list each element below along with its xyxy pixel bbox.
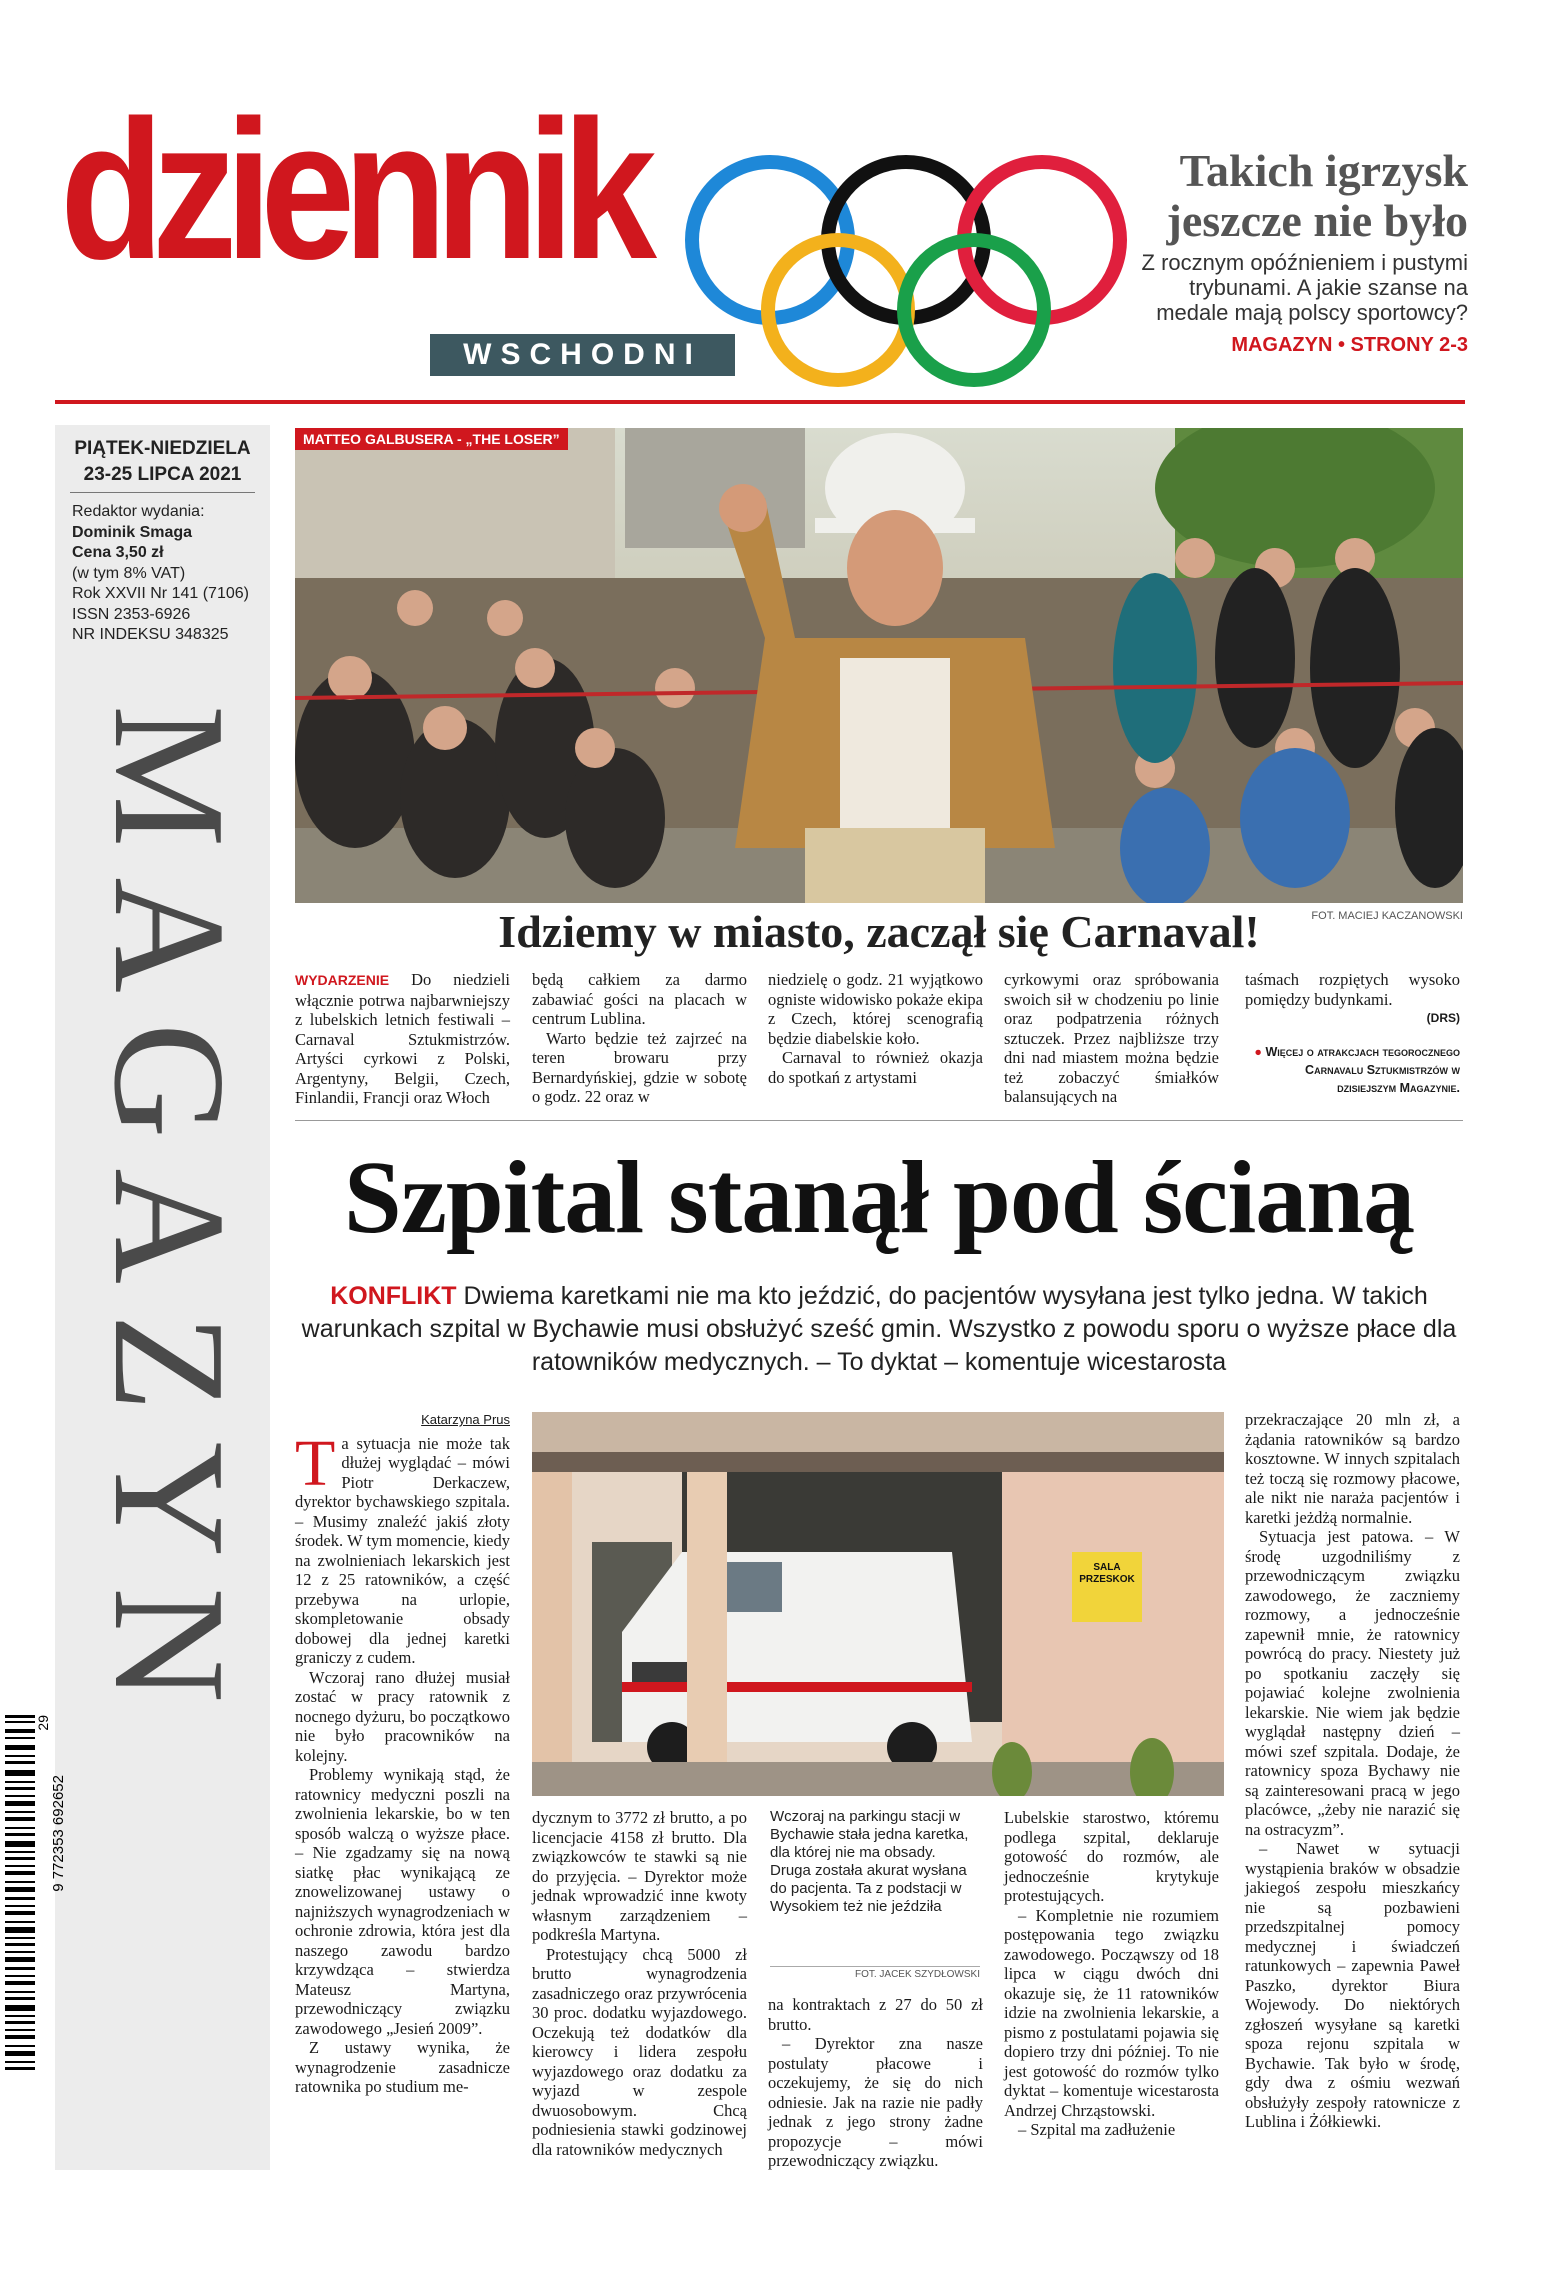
main-col1-p2: Wczoraj rano dłużej musiał zostać w pracy ratownik z nocnego dyżuru, bo początkowo nie było pracowników na kolejny. xyxy=(295,1667,510,1765)
masthead-logo-subtitle: WSCHODNI xyxy=(430,334,735,376)
main-story-col4 xyxy=(1004,1808,1219,2140)
main-col2-p1: dycznym to 3772 zł brutto, a po licencjacie 4158 zł brutto. Dla związkowców te stawki są nie do przyjęcia. – Dyrektor może jednak wprowadzić inne kwoty własnym zarządzeniem – podkreśla Martyna. xyxy=(532,1808,747,1944)
main-col1-p1: a sytuacja nie może tak dłużej wyglądać – mówi Piotr Derkaczew, dyrektor bychawskiego szpitala. – Musimy znaleźć jakiś złoty środek. W tym momencie, kiedy na zwolnieniach lekarskich jest 12 z 25 ratowników, a część przebywa na urlopie, skompletowanie obsady dobowej dla jednej karetki graniczy z cudem. xyxy=(295,1433,510,1667)
olympic-rings-graphic xyxy=(670,140,1140,390)
promo-text: Z rocznym opóźnieniem i pustymi trybunami. A jakie szanse na medale mają polscy sportowcy? xyxy=(1141,250,1468,325)
top-story-col3-p1: niedzielę o godz. 21 wyjątkowo ogniste widowisko pokaże ekipa z Czech, której scenografią będzie diabelskie koło. xyxy=(768,970,983,1048)
top-story-headline: Idziemy w miasto, zaczął się Carnaval! xyxy=(498,906,1260,957)
edition-info xyxy=(72,502,249,646)
barcode-bars xyxy=(5,1715,50,2085)
main-col4-p1: Lubelskie starostwo, któremu podlega szpital, deklaruje gotowość do rozmów, ale jednocześnie krytykuje protestujących. xyxy=(1004,1808,1219,1905)
barcode xyxy=(5,1715,50,2085)
top-story-col2-p2: Warto będzie też zajrzeć na teren browaru przy Bernardyńskiej, gdzie w sobotę o godz. 22 oraz w xyxy=(532,1028,747,1106)
top-story-signature: (DRS) xyxy=(1426,1011,1460,1025)
main-col2-p2: Protestujący chcą 5000 zł brutto wynagrodzenia zasadniczego oraz przywrócenia 30 proc. dodatku wyjazdowego. Oczekują też dodatków dla kierowcy i lidera zespołu wyjazdowego oraz dodatku za wyjazd w zespole dwuosobowym. Chcą podniesienia stawki godzinowej dla ratowników medycznych xyxy=(532,1944,747,2159)
top-story-col4-text: cyrkowymi oraz spróbowania swoich sił w chodzeniu po linie oraz podpatrzenia różnych sztuczek. Przez najbliższe trzy dni nad miastem można będzie też zobaczyć śmiałków balansujących na xyxy=(1004,970,1219,1106)
main-col5-p3: – Nawet w sytuacji wystąpienia braków w obsadzie jakiegoś zespołu mieszkańcy nie są pozbawieni przedszpitalnej pomocy medycznej i świadczeń ratunkowych – zapewnia Paweł Paszko, dyrektor Biura Wojewody. Do niektórych zgłoszeń wysyłane są karetki spoza rejonu szpitala w Bychawie. Tak było w środę, gdy dwa z ośmiu wezwań obsłużyły zespoły ratownicze z Lublina i Żółkiewki. xyxy=(1245,1839,1460,2131)
top-story-col2 xyxy=(532,970,747,1107)
room-sign-text: SALA PRZESKOK xyxy=(1079,1562,1135,1585)
author-byline: Katarzyna Prus xyxy=(421,1412,510,1427)
promo-title-line2: jeszcze nie było xyxy=(1166,195,1468,246)
main-col4-p3: – Szpital ma zadłużenie xyxy=(1018,2120,1176,2139)
main-story-col5 xyxy=(1245,1410,1460,2132)
main-story-col3 xyxy=(768,1995,983,2171)
section-name-vertical: MAGAZYN xyxy=(81,705,259,1733)
main-col4-p2: – Kompletnie nie rozumiem postępowania tego związku zawodowego. Począwszy od 18 lipca w ciągu dwóch dni okazuje się, że 11 ratowników idzie na zwolnienia lekarskie, a pismo z postulatami pojawia się dopiero trzy dni później. To nie jest gotowość do rozmów tylko dyktat – komentuje wicestarosta Andrzej Chrząstowski. xyxy=(1004,1905,1219,2120)
top-story-col1-text: Do niedzieli włącznie potrwa najbarwniejszy z lubelskich letnich festiwali – Carnaval Sztukmistrzów. Artyści cyrkowi z Polski, Argentyny, Belgii, Czech, Finlandii, Francji oraz Włoch xyxy=(295,970,510,1107)
main-story-col1 xyxy=(295,1410,510,2097)
main-col3-p2: – Dyrektor zna nasze postulaty płacowe i oczekujemy, że się do nich odniesie. Jak na razie nie padły jednak z jego strony żadne propozycje – mówi przewodniczący związku. xyxy=(768,2034,983,2170)
issn: ISSN 2353-6926 xyxy=(72,605,191,623)
main-col5-p1: przekraczające 20 mln zł, a żądania ratowników są bardzo kosztowne. W innych szpitalach też toczą się rozmowy płacowe, ale nikt nie naraża pacjentów i karetki jeżdżą normalnie. xyxy=(1245,1410,1460,1527)
promo-title-line1: Takich igrzysk xyxy=(1179,145,1468,196)
issue-date-line2: 23-25 LIPCA 2021 xyxy=(83,464,242,485)
carnival-photo-credit: FOT. MACIEJ KACZANOWSKI xyxy=(1311,910,1463,922)
promo-page-ref: MAGAZYN • STRONY 2-3 xyxy=(1231,334,1468,356)
top-story-col3-p2: Carnaval to również okazja do spotkań z artystami xyxy=(768,1048,983,1087)
top-story-col5-text: taśmach rozpiętych wysoko pomiędzy budynkami. xyxy=(1245,970,1460,1009)
main-story-headline: Szpital stanął pod ścianą xyxy=(343,1140,1415,1255)
ref-bullet-icon: ● xyxy=(1254,1044,1262,1059)
top-story-divider xyxy=(295,1120,1463,1121)
carnival-photo-image xyxy=(295,428,1463,903)
carnival-photo xyxy=(295,428,1463,903)
ambulance-photo-image xyxy=(532,1412,1224,1796)
main-col1-p4: Z ustawy wynika, że wynagrodzenie zasadnicze ratownika po studium me- xyxy=(295,2038,510,2096)
main-story-lead-text: Dwiema karetkami nie ma kto jeździć, do pacjentów wysyłana jest tylko jedna. W takich warunkach szpital w Bychawie musi obsłużyć sześć gmin. Wszystko z powodu sporu o wyższe płace dla ratowników medycznych. – To dyktat – komentuje wicestarosta xyxy=(301,1282,1457,1376)
editor-label: Redaktor wydania: xyxy=(72,503,205,520)
main-col3-p1: na kontraktach z 27 do 50 zł brutto. xyxy=(768,1995,983,2034)
photo-caption-tag: MATTEO GALBUSERA - „THE LOSER” xyxy=(295,428,568,450)
main-story-col2 xyxy=(532,1808,747,2159)
ref-note-text: Więcej o atrakcjach tegorocznego Carnavalu Sztukmistrzów w dzisiejszym Magazynie. xyxy=(1265,1044,1460,1095)
issue-date-line1: PIĄTEK-NIEDZIELA xyxy=(74,438,251,459)
top-story-kicker: WYDARZENIE xyxy=(295,972,390,988)
ambulance-photo-caption: Wczoraj na parkingu stacji w Bychawie stała jedna karetka, dla której nie ma obsady. Druga została akurat wysłana do pacjenta. Ta z podstacji w Wysokiem też nie jeździła xyxy=(770,1808,969,1915)
ambulance-photo-credit: FOT. JACEK SZYDŁOWSKI xyxy=(770,1966,980,1980)
year-number: Rok XXVII Nr 141 (7106) xyxy=(72,585,249,602)
top-story-col5 xyxy=(1245,970,1460,1097)
masthead-rule xyxy=(55,400,1465,404)
vat-note: (w tym 8% VAT) xyxy=(72,564,186,582)
masthead-logo-title: dziennik xyxy=(60,79,645,300)
top-story-ref-note xyxy=(1245,1043,1460,1097)
barcode-number: 9 772353 692652 xyxy=(50,1775,67,1892)
main-story-kicker: KONFLIKT xyxy=(330,1282,457,1310)
sidebar-date-rule xyxy=(70,492,255,493)
editor-name: Dominik Smaga xyxy=(72,523,193,541)
top-story-col4 xyxy=(1004,970,1219,1107)
barcode-issue: 29 xyxy=(35,1715,51,1731)
top-story-col1 xyxy=(295,970,510,1108)
main-col1-p3: Problemy wynikają stąd, że ratownicy medyczni poszli na zwolnienia lekarskie, bo w ten sposób walczą o wyższe płace. – Nie zgadzamy się na nową siatkę płac wynikającą ze znowelizowanej ustawy o najniższych wynagrodzeniach w ochronie zdrowia, która jest dla naszego zawodu bardzo krzywdząca – stwierdza Mateusz Martyna, przewodniczący związku zawodowego „Jesień 2009”. xyxy=(295,1765,510,2038)
top-story-col3 xyxy=(768,970,983,1087)
index-number: NR INDEKSU 348325 xyxy=(72,626,229,643)
dropcap: T xyxy=(295,1426,336,1500)
main-story-lead xyxy=(295,1280,1463,1379)
main-col5-p2: Sytuacja jest patowa. – W środę uzgodniliśmy z przewodniczącym związku zawodowego, że zaczniemy rozmowy, a jednocześnie zapewnił mnie, że ratownicy powrócą do pracy. Niestety już po spotkaniu zaczęły się pojawiać kolejne zwolnienia lekarskie. Nie wiem jak będzie wyglądał następny dzień – mówi szef szpitala. Dodaje, że ratownicy spoza Bychawy nie są zainteresowani pracą w jego placówce, „żeby nie narazić się na ostracyzm”. xyxy=(1245,1527,1460,1839)
top-story-col2-p1: będą całkiem za darmo zabawiać gości na placach w centrum Lublina. xyxy=(532,970,747,1028)
ambulance-photo xyxy=(532,1412,1224,1796)
price: Cena 3,50 zł xyxy=(72,544,164,561)
ambulance-figure xyxy=(622,1552,972,1772)
